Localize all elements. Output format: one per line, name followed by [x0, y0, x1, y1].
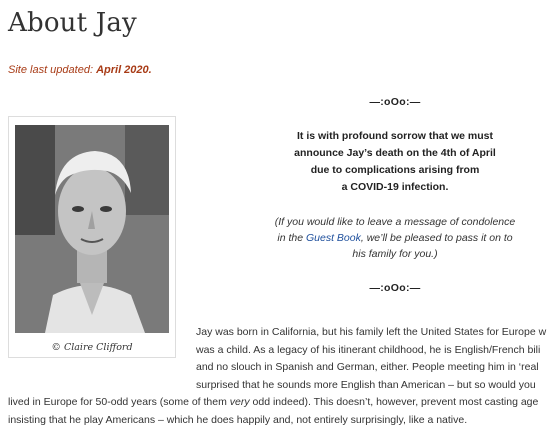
bio-line	[8, 394, 538, 412]
photo-caption: © Claire Clifford	[51, 342, 133, 353]
condolence-text: in the	[277, 232, 306, 244]
condolence-text: , we’ll be pleased to pass it on to	[360, 232, 513, 244]
bio-line: and no slouch in Spanish and German, either. People meeting him in ‘real	[196, 361, 539, 373]
death-notice	[200, 94, 550, 296]
bio-text: odd indeed). This doesn’t, however, prevent most casting age	[249, 396, 539, 408]
divider-top: —:oOo:—	[369, 96, 421, 108]
guest-book-link[interactable]: Guest Book	[305, 232, 361, 244]
condolence-message	[200, 214, 550, 262]
announcement-line: due to complications arising from	[310, 164, 480, 176]
bio-line: surprised that he sounds more English than American – but so would you	[196, 378, 536, 391]
portrait-photo	[15, 125, 169, 333]
bio-emphasis: very	[229, 396, 250, 408]
bio-line: was a child. As a legacy of his itinerant childhood, he is English/French bili	[196, 343, 541, 356]
announcement-line: announce Jay’s death on the 4th of April	[294, 147, 496, 159]
updated-date: April 2020.	[96, 64, 152, 76]
bio-line: Jay was born in California, but his family left the United States for Europe w	[196, 326, 547, 338]
bio-text: lived in Europe for 50-odd years (some of them	[8, 396, 230, 408]
page-title: About Jay	[8, 8, 137, 38]
announcement-line: It is with profound sorrow that we must	[297, 130, 493, 142]
portrait-illustration	[15, 125, 169, 333]
condolence-line	[200, 230, 550, 246]
announcement	[200, 128, 550, 196]
announcement-line: a COVID-19 infection.	[341, 181, 449, 193]
photo-frame	[8, 116, 176, 358]
divider-bottom: —:oOo:—	[369, 282, 421, 294]
site-updated-note	[8, 64, 152, 76]
condolence-line: (If you would like to leave a message of condolence	[274, 216, 516, 228]
condolence-line: his family for you.)	[352, 248, 438, 260]
bio-line: insisting that he play Americans – which he does happily and, not entirely surprisingly, like a native.	[8, 413, 468, 426]
updated-label: Site last updated:	[8, 64, 97, 76]
